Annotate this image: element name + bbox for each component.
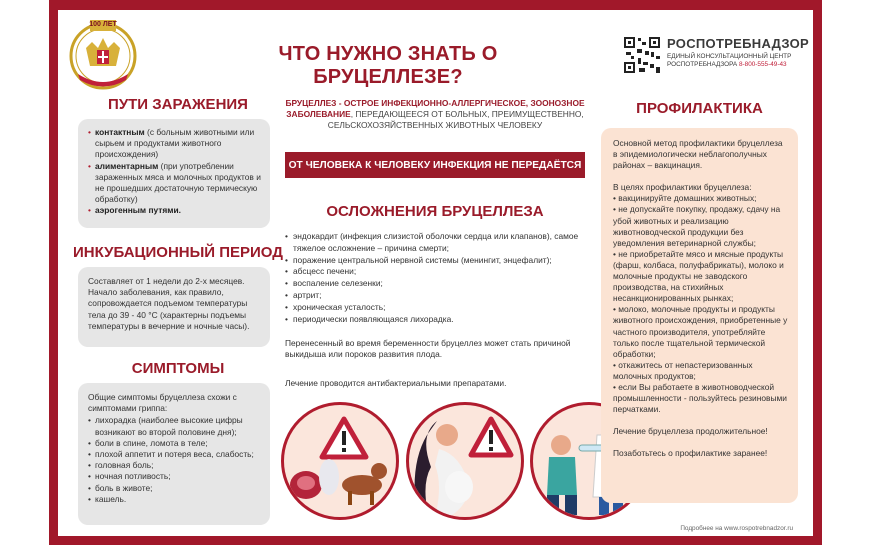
incubation-box bbox=[78, 267, 270, 347]
list-item: • плохой аппетит и потеря веса, слабость; bbox=[88, 449, 262, 460]
prevention-box bbox=[601, 128, 798, 503]
pregnancy-note: Перенесенный во время беременности бруцеллез может стать причиной выкидыша или пороков развития плода. bbox=[285, 338, 571, 359]
list-item: • боль в животе; bbox=[88, 483, 262, 494]
symptoms-box bbox=[78, 383, 270, 525]
list-item: • лихорадка (наиболее высокие цифры возникают во второй половине дня); bbox=[88, 415, 262, 437]
qr-code-icon bbox=[623, 36, 661, 74]
prevention-heading: ПРОФИЛАКТИКА bbox=[636, 100, 763, 117]
list-item: • контактным (с больным животными или сырьем и продуктами животного происхождения) bbox=[88, 127, 262, 161]
infection-heading: ПУТИ ЗАРАЖЕНИЯ bbox=[108, 96, 248, 113]
definition-text: БРУЦЕЛЛЕЗ - ОСТРОЕ ИНФЕКЦИОННО-АЛЛЕРГИЧЕСКОЕ, ЗООНОЗНОЕ ЗАБОЛЕВАНИЕ, ПЕРЕДАЮЩЕЕСЯ ОТ БОЛЬНЫХ, ПРЕИМУЩЕСТВЕННО, СЕЛЬСКОХОЗЯЙСТВЕННЫХ ЖИВОТНЫХ ЧЕЛОВЕКУ bbox=[285, 98, 585, 130]
list-item: • не приобретайте мясо и мясные продукты (фарш, колбаса, полуфабрикаты), молоко и молочные продукты не заводского производства, на стихийных несанкционированных рынках; bbox=[613, 248, 784, 304]
complications-heading: ОСЛОЖНЕНИЯ БРУЦЕЛЛЕЗА bbox=[326, 203, 544, 220]
list-item: • хроническая усталость; bbox=[285, 302, 585, 314]
page-title: ЧТО НУЖНО ЗНАТЬ О БРУЦЕЛЛЕЗЕ? bbox=[278, 43, 498, 88]
symptoms-intro: Общие симптомы бруцеллеза схожи с симптомами гриппа: bbox=[88, 392, 237, 414]
list-item: • артрит; bbox=[285, 290, 585, 302]
transmission-banner: ОТ ЧЕЛОВЕКА К ЧЕЛОВЕКУ ИНФЕКЦИЯ НЕ ПЕРЕДАЁТСЯ bbox=[285, 152, 585, 178]
list-item: • аэрогенным путями. bbox=[88, 205, 262, 216]
animal-illustration bbox=[281, 402, 399, 520]
footer-link[interactable]: Подробнее на www.rospotrebnadzor.ru bbox=[680, 525, 793, 532]
brand-block bbox=[623, 36, 808, 80]
hotline-phone: 8-800-555-49-43 bbox=[738, 61, 787, 68]
list-item: • алиментарным (при употреблении зараженных мяса и молочных продуктов и не прошедших достаточную термическую обработку) bbox=[88, 161, 262, 206]
list-item: • вакцинируйте домашних животных; bbox=[613, 193, 757, 204]
prevention-main-method: Основной метод профилактики бруцеллеза в эпидемиологически неблагополучных районах – вакцинация. bbox=[613, 138, 783, 171]
rospotrebnadzor-emblem-icon bbox=[68, 18, 138, 90]
list-item: • молоко, молочные продукты и продукты животного происхождения, приобретенные у частного производителя, употребляйте только после тщательной термической обработки; bbox=[613, 304, 788, 359]
incubation-text: Составляет от 1 недели до 2-х месяцев. Начало заболевания, как правило, сопровождается подъемом температуры тела до 39 - 40 °С (характерны подъемы температуры в вечерние и ночные часы). bbox=[88, 276, 250, 331]
list-item: • откажитесь от непастеризованных молочных продуктов; bbox=[613, 359, 753, 381]
symptoms-list bbox=[88, 415, 262, 505]
list-item: • абсцесс печени; bbox=[285, 266, 585, 278]
prevention-list bbox=[613, 193, 788, 415]
list-item: • головная боль; bbox=[88, 460, 262, 471]
prevention-intro: В целях профилактики бруцеллеза: bbox=[613, 182, 752, 193]
complications-list bbox=[285, 231, 585, 325]
treatment-note: Лечение проводится антибактериальными препаратами. bbox=[285, 378, 507, 388]
list-item: • периодически появляющаяся лихорадка. bbox=[285, 314, 585, 326]
treatment-duration-note: Лечение бруцеллеза продолжительное! bbox=[613, 426, 768, 437]
list-item: • эндокардит (инфекция слизистой оболочки сердца или клапанов), самое тяжелое осложнение – причина смерти; bbox=[285, 231, 585, 255]
list-item: • кашель. bbox=[88, 494, 262, 505]
prevention-call: Позаботьтесь о профилактике заранее! bbox=[613, 448, 768, 459]
list-item: • боли в спине, ломота в теле; bbox=[88, 438, 262, 449]
poster bbox=[58, 10, 813, 536]
brand-subtitle: ЕДИНЫЙ КОНСУЛЬТАЦИОННЫЙ ЦЕНТР РОСПОТРЕБНАДЗОРА 8-800-555-49-43 bbox=[667, 53, 792, 68]
incubation-heading: ИНКУБАЦИОННЫЙ ПЕРИОД bbox=[73, 244, 283, 261]
infection-list bbox=[88, 127, 262, 217]
list-item: • если Вы работаете в животноводческой промышленности - пользуйтесь резиновыми перчатками. bbox=[613, 381, 787, 415]
brand-name: РОСПОТРЕБНАДЗОР bbox=[667, 36, 810, 51]
list-item: • не допускайте покупку, продажу, сдачу на убой животных и реализацию животноводческой продукции без уведомления ветеринарной службы; bbox=[613, 204, 781, 248]
infection-box bbox=[78, 119, 270, 228]
list-item: • воспаление селезенки; bbox=[285, 278, 585, 290]
symptoms-heading: СИМПТОМЫ bbox=[131, 360, 225, 377]
list-item: • ночная потливость; bbox=[88, 471, 262, 482]
emblem-label: 100 ЛЕТ bbox=[89, 21, 117, 28]
list-item: • поражение центральной нервной системы (менингит, энцефалит); bbox=[285, 255, 585, 267]
pregnancy-illustration bbox=[406, 402, 524, 520]
